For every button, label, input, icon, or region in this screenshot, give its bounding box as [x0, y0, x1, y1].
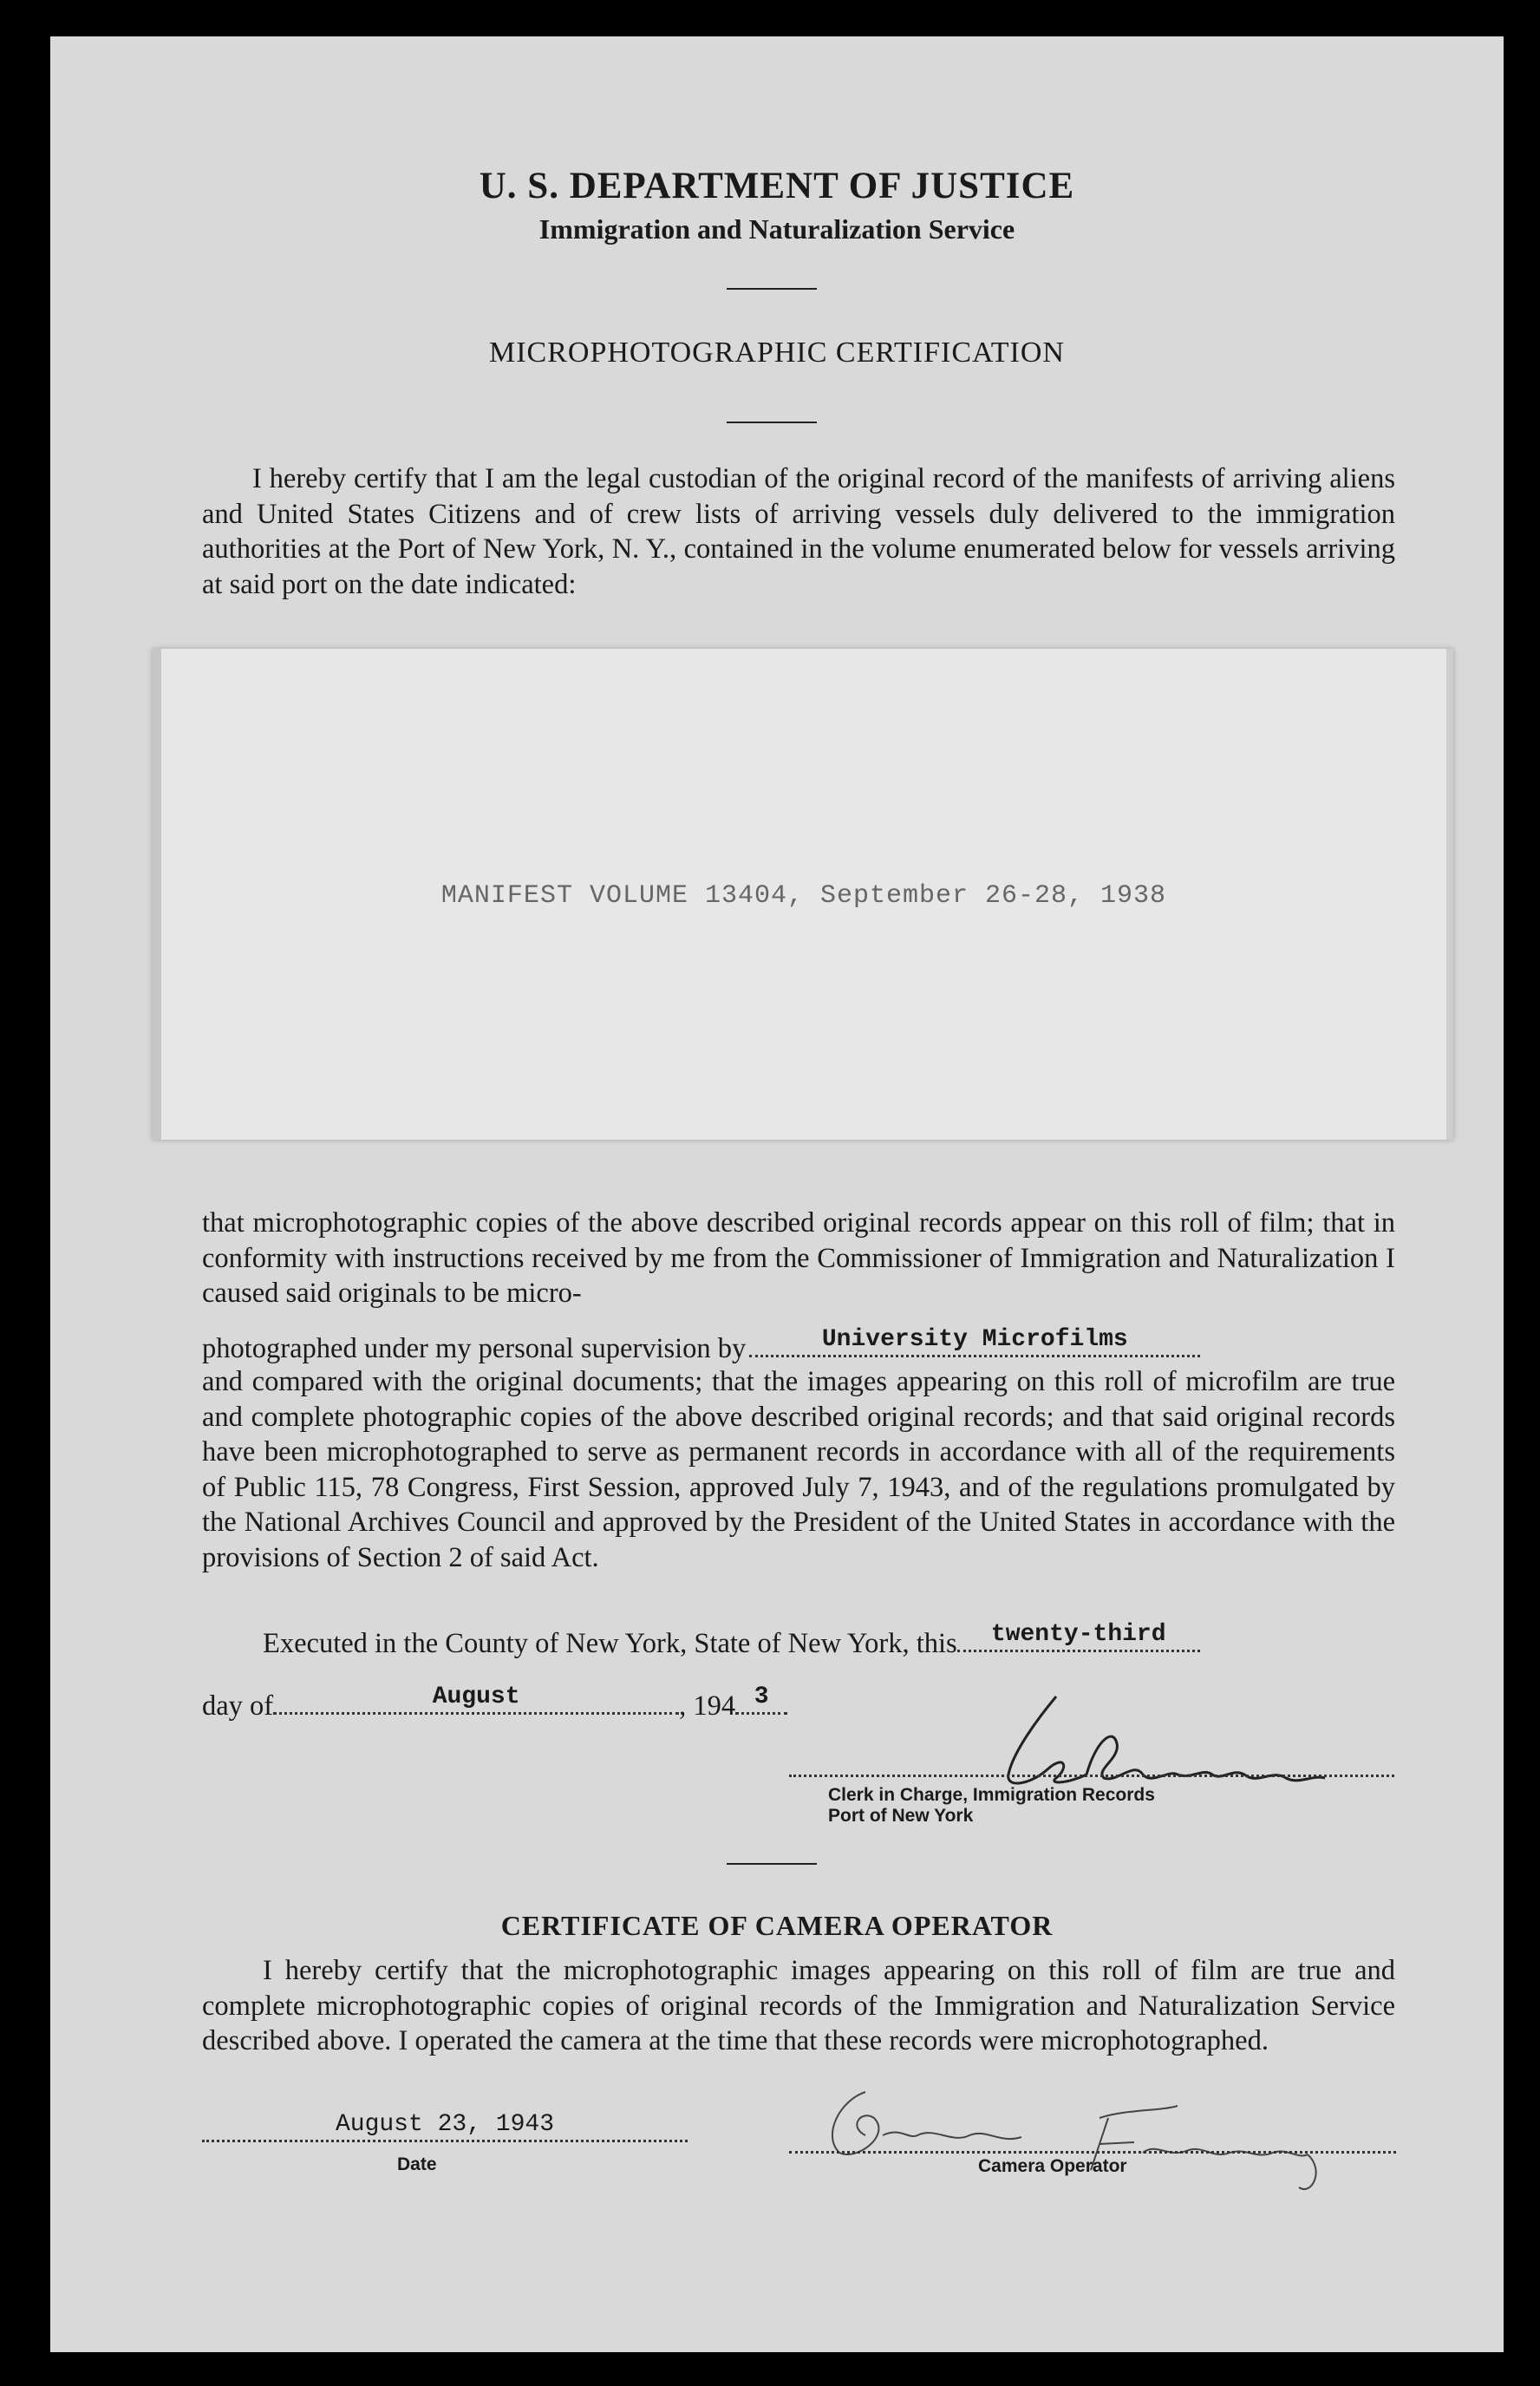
operator-section-title: CERTIFICATE OF CAMERA OPERATOR — [500, 1910, 1054, 1941]
year-value: 3 — [754, 1683, 769, 1710]
executed-text: Executed in the County of New York, State of New York, this — [263, 1628, 957, 1659]
body-paragraph-2: and compared with the original documents; that the images appearing on this roll of microfilm are true and complete photographic copies of the above described original records; and that said original records have been microphotographed to serve as permanent records in accordance with all of the requirements of Public 115, 78 Congress, First Session, approved July 7, 1943, and of the regulations promulgated by the National Archives Council and approved by the President of the United States in accordance with the provisions of Section 2 of said Act. — [202, 1366, 1395, 1573]
month-field — [273, 1683, 679, 1715]
clerk-title: Clerk in Charge, Immigration Records — [828, 1785, 1155, 1805]
operator-signature — [813, 2075, 1420, 2196]
date-line — [202, 1683, 787, 1722]
operator-date-field — [202, 2111, 688, 2150]
operator-paragraph: I hereby certify that the microphotographic images appearing on this roll of film are true and complete microphotographic copies of original records of the Immigration and Naturalization Service described above. I operated the camera at the time that these records were microphotographed. — [202, 1955, 1395, 2056]
year-field — [735, 1683, 787, 1715]
year-prefix: , 194 — [679, 1690, 736, 1722]
operator-date-line — [202, 2111, 688, 2142]
department-heading: U. S. DEPARTMENT OF JUSTICE — [479, 166, 1075, 206]
day-value: twenty-third — [990, 1621, 1166, 1648]
divider — [727, 1863, 817, 1865]
supervision-line — [202, 1326, 1200, 1365]
day-field — [957, 1621, 1200, 1652]
supervision-value: University Microfilms — [821, 1326, 1128, 1353]
operator-signature-line — [789, 2151, 1396, 2154]
certificate-page — [50, 36, 1504, 2352]
body-paragraph-1: that microphotographic copies of the above described original records appear on this roll of film; that in conformity with instructions received by me from the Commissioner of Immigration and Naturalization I caused said originals to be micro- — [202, 1207, 1395, 1309]
divider — [727, 422, 817, 423]
operator-date-value: August 23, 1943 — [335, 2111, 555, 2138]
clerk-signature-line — [789, 1775, 1394, 1777]
divider — [727, 288, 817, 290]
clerk-caption — [828, 1785, 1155, 1827]
supervision-field — [749, 1326, 1200, 1357]
supervision-prefix: photographed under my personal supervision by — [202, 1333, 747, 1364]
certification-title: MICROPHOTOGRAPHIC CERTIFICATION — [488, 337, 1065, 369]
volume-slip — [153, 649, 1453, 1140]
operator-label: Camera Operator — [978, 2156, 1127, 2176]
service-subheading: Immigration and Naturalization Service — [538, 213, 1015, 245]
executed-line — [263, 1621, 1200, 1660]
intro-paragraph: I hereby certify that I am the legal custodian of the original record of the manifests of arriving aliens and United States Citizens and of crew lists of arriving vessels duly delivered to the immigration authorities at the Port of New York, N. Y., contained in the volume enumerated below for vessels arriving at said port on the date indicated: — [202, 463, 1395, 600]
clerk-office: Port of New York — [828, 1806, 974, 1826]
date-label: Date — [397, 2154, 437, 2174]
clerk-signature — [917, 1691, 1368, 1795]
volume-slip-text: MANIFEST VOLUME 13404, September 26-28, 1938 — [440, 881, 1167, 911]
month-value: August — [432, 1683, 520, 1710]
day-of-label: day of — [202, 1690, 274, 1722]
